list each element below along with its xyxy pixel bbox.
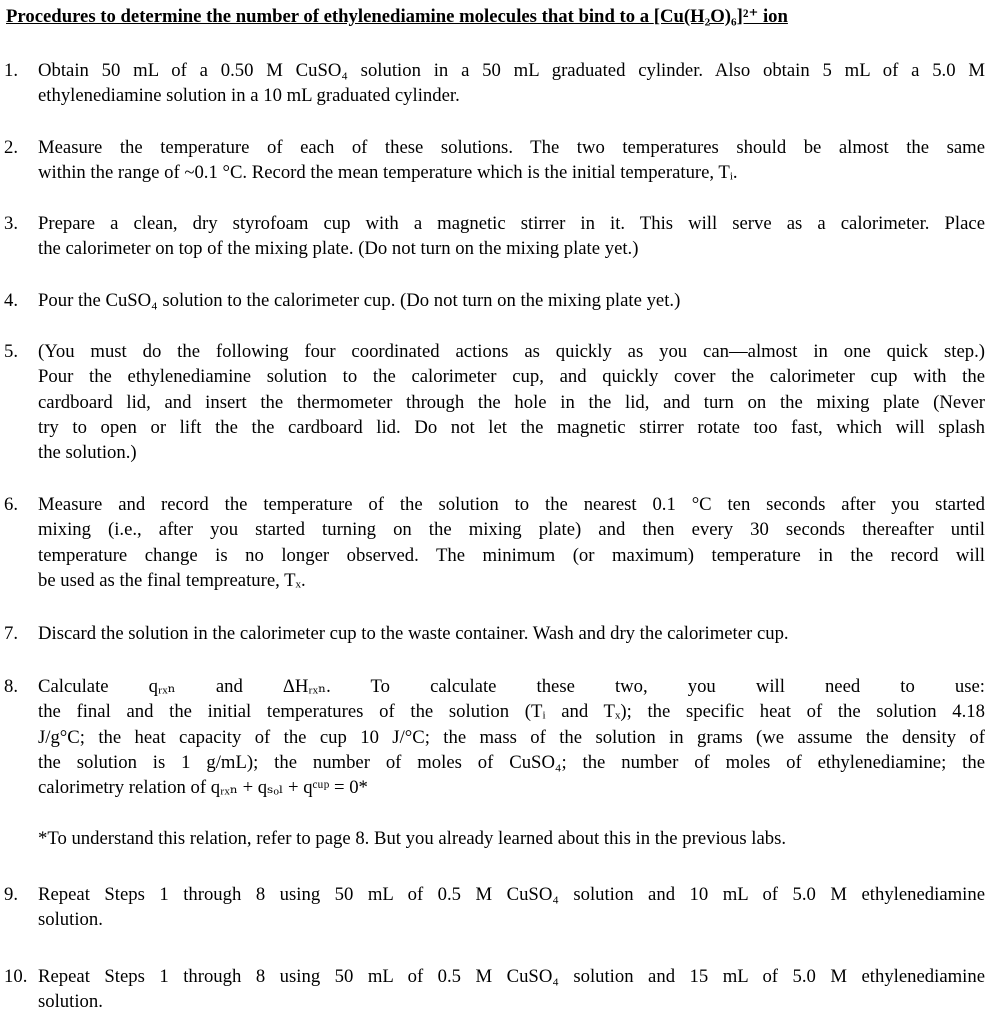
page-title: Procedures to determine the number of ethylenediamine molecules that bind to a [Cu(H₂O)₆]²⁺ ion bbox=[6, 6, 788, 27]
procedure-step-9 bbox=[4, 882, 985, 933]
step-line: Measure and record the temperature of the solution to the nearest 0.1 °C ten seconds after you started bbox=[38, 494, 985, 515]
step-line: solution. bbox=[38, 909, 103, 931]
step-line: ethylenediamine solution in a 10 mL graduated cylinder. bbox=[38, 85, 460, 107]
step-line: within the range of ~0.1 °C. Record the mean temperature which is the initial temperature, Tᵢ. bbox=[38, 162, 738, 184]
step-number: 4. bbox=[4, 290, 19, 311]
step-line: try to open or lift the the cardboard lid. Do not let the magnetic stirrer rotate too fast, which will splash bbox=[38, 416, 985, 438]
step-text bbox=[38, 58, 985, 109]
procedure-step-2 bbox=[4, 135, 985, 186]
step-text bbox=[38, 288, 985, 313]
footnote: *To understand this relation, refer to page 8. But you already learned about this in the previous labs. bbox=[38, 828, 787, 849]
step-number: 2. bbox=[4, 137, 19, 158]
step-line: Calculate qᵣₓₙ and ΔHᵣₓₙ. To calculate these two, you will need to use: bbox=[38, 676, 985, 697]
step-text bbox=[38, 492, 985, 593]
step-line: J/g°C; the heat capacity of the cup 10 J/°C; the mass of the solution in grams (we assume the density of bbox=[38, 726, 985, 748]
step-line: solution. bbox=[38, 991, 103, 1013]
step-line: Pour the ethylenediamine solution to the calorimeter cup, and quickly cover the calorimeter cup with the bbox=[38, 366, 985, 388]
step-number: 7. bbox=[4, 623, 19, 644]
step-text bbox=[38, 882, 985, 933]
step-line: Pour the CuSO₄ solution to the calorimeter cup. (Do not turn on the mixing plate yet.) bbox=[38, 290, 681, 311]
procedure-step-7 bbox=[4, 621, 985, 646]
step-number: 5. bbox=[4, 341, 19, 362]
step-line: temperature change is no longer observed. The minimum (or maximum) temperature in the record will bbox=[38, 544, 985, 566]
procedure-step-8 bbox=[4, 674, 985, 800]
procedure-step-6 bbox=[4, 492, 985, 593]
step-line: (You must do the following four coordinated actions as quickly as you can—almost in one quick step.) bbox=[38, 341, 985, 362]
step-text bbox=[38, 621, 985, 646]
step-line: Repeat Steps 1 through 8 using 50 mL of 0.5 M CuSO₄ solution and 10 mL of 5.0 M ethylenediamine bbox=[38, 884, 985, 905]
step-number: 9. bbox=[4, 884, 19, 905]
step-number: 8. bbox=[4, 676, 19, 697]
step-line: be used as the final tempreature, Tₓ. bbox=[38, 569, 306, 591]
procedure-step-1 bbox=[4, 58, 985, 109]
procedure-step-5 bbox=[4, 339, 985, 465]
step-text bbox=[38, 674, 985, 800]
step-line: Obtain 50 mL of a 0.50 M CuSO₄ solution in a 50 mL graduated cylinder. Also obtain 5 mL of a 5.0 M bbox=[38, 60, 985, 81]
step-line: the solution.) bbox=[38, 442, 137, 464]
step-number: 10. bbox=[4, 966, 28, 987]
step-number: 1. bbox=[4, 60, 19, 81]
procedure-step-4 bbox=[4, 288, 985, 313]
step-line: Prepare a clean, dry styrofoam cup with a magnetic stirrer in it. This will serve as a calorimeter. Place bbox=[38, 213, 985, 234]
step-number: 6. bbox=[4, 494, 19, 515]
step-line: the calorimeter on top of the mixing plate. (Do not turn on the mixing plate yet.) bbox=[38, 238, 639, 260]
step-line: the solution is 1 g/mL); the number of moles of CuSO₄; the number of moles of ethylenediamine; the bbox=[38, 751, 985, 773]
step-line: cardboard lid, and insert the thermometer through the hole in the lid, and turn on the mixing plate (Never bbox=[38, 391, 985, 413]
step-line: Discard the solution in the calorimeter cup to the waste container. Wash and dry the calorimeter cup. bbox=[38, 623, 789, 644]
procedure-step-10 bbox=[4, 964, 985, 1015]
step-text bbox=[38, 135, 985, 186]
step-line: mixing (i.e., after you started turning on the mixing plate) and then every 30 seconds thereafter until bbox=[38, 519, 985, 541]
step-text bbox=[38, 964, 985, 1015]
procedure-step-3 bbox=[4, 211, 985, 262]
step-line: Repeat Steps 1 through 8 using 50 mL of 0.5 M CuSO₄ solution and 15 mL of 5.0 M ethylenediamine bbox=[38, 966, 985, 987]
step-line: Measure the temperature of each of these solutions. The two temperatures should be almost the same bbox=[38, 137, 985, 158]
step-number: 3. bbox=[4, 213, 19, 234]
step-text bbox=[38, 211, 985, 262]
step-line: the final and the initial temperatures of the solution (Tᵢ and Tₓ); the specific heat of the solution 4.18 bbox=[38, 701, 985, 723]
step-line: calorimetry relation of qᵣₓₙ + qₛₒₗ + qᶜᵘᵖ = 0* bbox=[38, 777, 368, 799]
step-text bbox=[38, 339, 985, 465]
